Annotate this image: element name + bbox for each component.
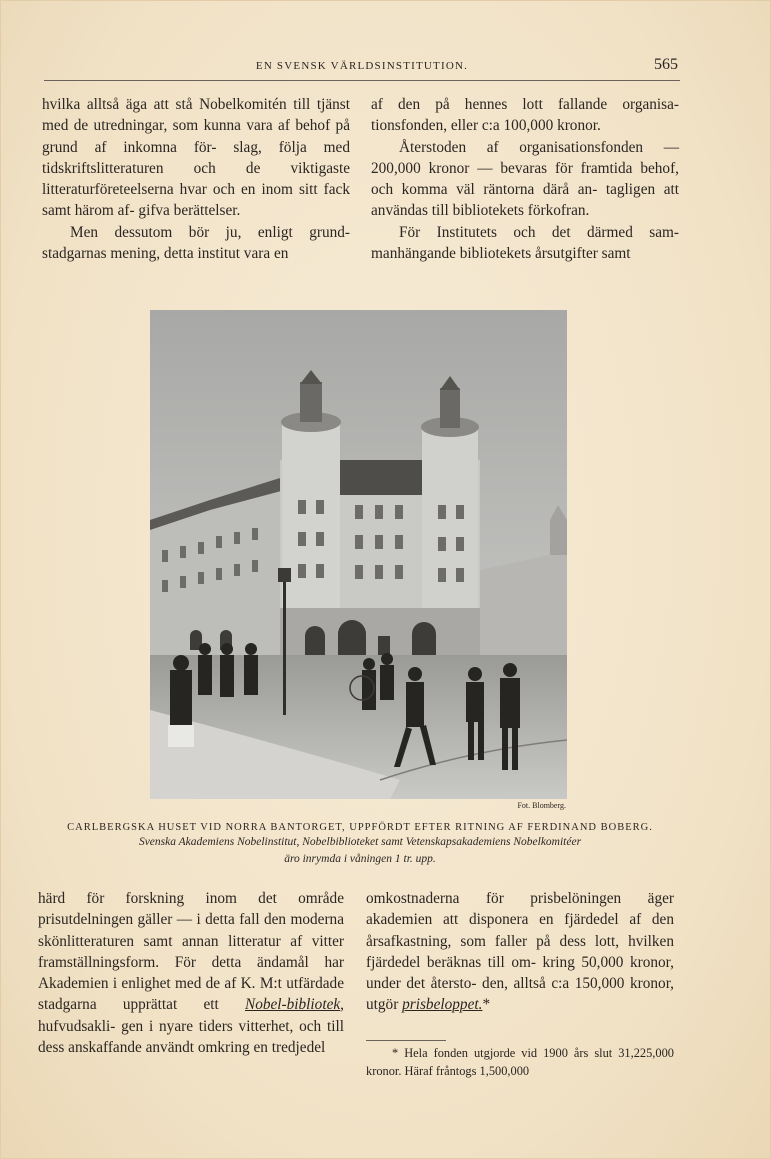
photo-credit: Fot. Blomberg. — [517, 801, 566, 810]
paragraph: hvilka alltså äga att stå Nobelkomitén till tjänst med de utredningar, som kunna vara af behof på grund af inkomna för- slag, följa med tidskriftslitteraturen och de viktigaste litteraturföreteelserna hvar och en inom sitt fack samt härom af- gifva berättelser. — [42, 96, 350, 220]
paragraph: Återstoden af organisationsfonden — 200,000 kronor — bevaras för framtida behof, och komma väl räntorna därå an- tagligen att användas till bibliotekets förkofran. — [371, 138, 679, 220]
caption-subtitle-line: Svenska Akademiens Nobelinstitut, Nobelbiblioteket samt Vetenskapsakademiens Nobelkomitéer — [138, 836, 582, 848]
footnote-marker: * — [482, 996, 491, 1014]
running-header — [44, 58, 680, 81]
footnote-text: * Hela fonden utgjorde vid 1900 års slut 31,225,000 kronor. Häraf fråntogs 1,500,000 — [366, 1046, 674, 1078]
caption-subtitle-line: äro inrymda i våningen 1 tr. upp. — [284, 853, 436, 865]
caption-title: CARLBERGSKA HUSET VID NORRA BANTORGET, UPPFÖRDT EFTER RITNING AF FERDINAND BOBERG. — [67, 822, 653, 833]
text-run: härd för forskning inom det område prisutdelningen gäller — i detta fall den moderna skönlitteraturen samt annan litteratur af vitter framställningsform. För detta ändamål har Akademien i enlighet med de af K. M:t utfärdade stadgarna upprättat ett — [38, 890, 344, 1014]
paragraph — [38, 888, 344, 1058]
page-number: 565 — [654, 56, 678, 73]
footnote-rule — [366, 1040, 446, 1041]
top-left-column — [42, 94, 350, 264]
paragraph — [366, 888, 674, 1016]
emphasized-term: prisbeloppet. — [402, 996, 483, 1014]
paragraph: Men dessutom bör ju, enligt grund- stadgarnas mening, detta institut vara en — [42, 223, 350, 263]
caption-subtitle — [40, 834, 680, 868]
emphasized-term: Nobel-bibliotek — [245, 996, 341, 1014]
paragraph: af den på hennes lott fallande organisa- tionsfonden, eller c:a 100,000 kronor. — [371, 96, 679, 135]
figure-caption — [40, 822, 680, 868]
top-right-column — [371, 94, 679, 264]
bottom-right-column — [366, 888, 674, 1016]
paragraph: För Institutets och det därmed sam- manhängande bibliotekets årsutgifter samt — [371, 223, 679, 263]
text-run: omkostnaderna för prisbelöningen äger akademien att disponera en fjärdedel af den årsafkastning, som faller på dess lott, hvilken fjärdedel beräknas till om- kring 50,000 kronor, under det återsto- den, alltså c:a 150,000 kronor, utgör — [366, 890, 674, 1014]
running-title: EN SVENSK VÄRLDSINSTITUTION. — [255, 60, 469, 72]
footnote — [366, 1044, 674, 1080]
text-run: , hufvudsakli- gen i nyare tiders vitterhet, och till dess anskaffande användt omkring en tredjedel — [38, 996, 344, 1057]
building-photograph — [150, 310, 567, 799]
bottom-left-column — [38, 888, 344, 1058]
